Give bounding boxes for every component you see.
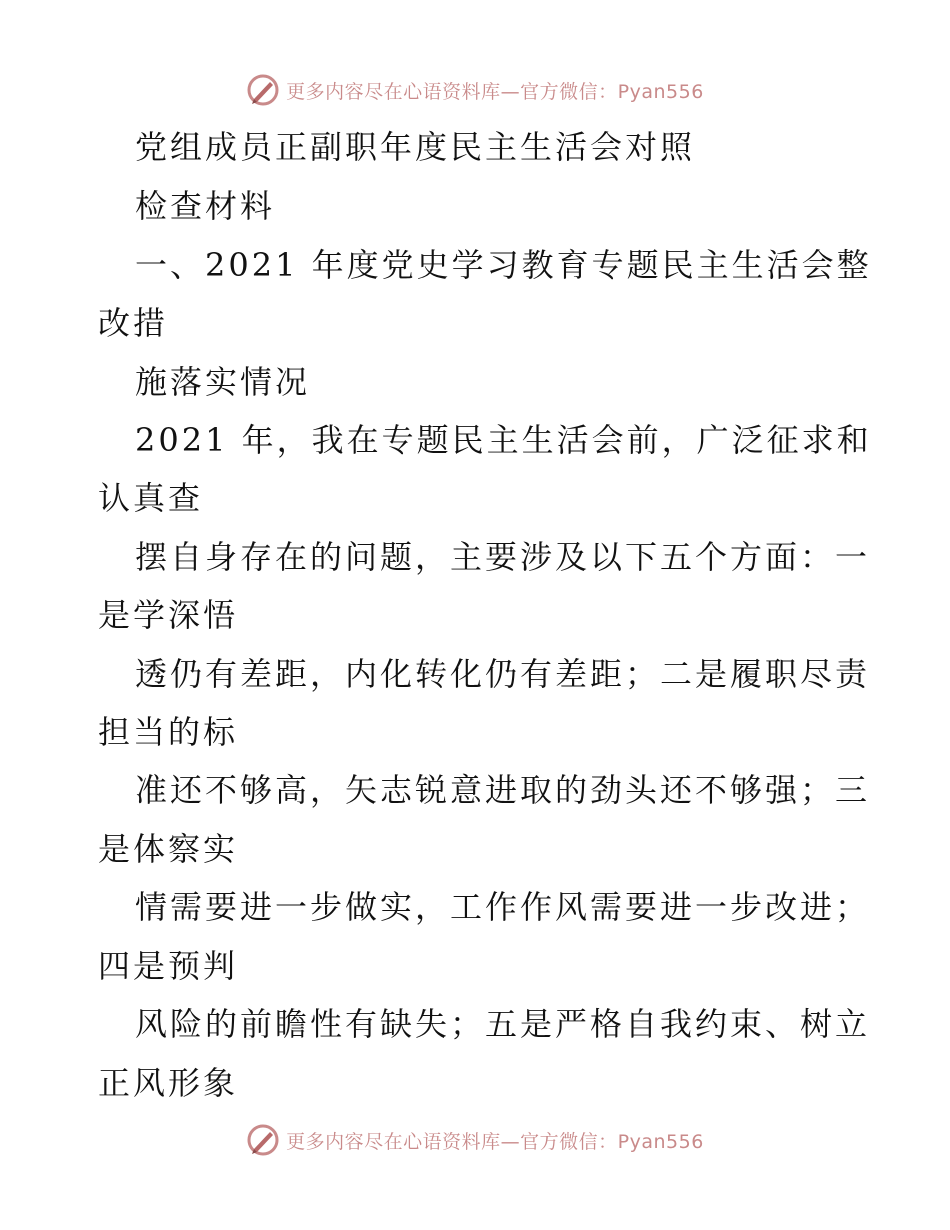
pen-logo-icon bbox=[246, 1123, 280, 1157]
heading-line-2: 改措 bbox=[98, 304, 169, 342]
heading-line-3: 施落实情况 bbox=[135, 363, 311, 401]
paragraph-line: 摆自身存在的问题，主要涉及以下五个方面：一 bbox=[135, 538, 871, 576]
paragraph-line: 四是预判 bbox=[98, 947, 239, 985]
paragraph-line: 是体察实 bbox=[98, 830, 239, 868]
footer-watermark bbox=[0, 1120, 950, 1160]
paragraph-line: 情需要进一步做实，工作作风需要进一步改进； bbox=[135, 888, 871, 926]
paragraph-line: 担当的标 bbox=[98, 713, 239, 751]
pen-logo-icon bbox=[246, 73, 280, 107]
header-watermark bbox=[0, 70, 950, 110]
paragraph-line: 正风形象 bbox=[98, 1064, 239, 1102]
watermark-text: 更多内容尽在心语资料库—官方微信：Pyan556 bbox=[286, 80, 704, 103]
paragraph-line: 准还不够高，矢志锐意进取的劲头还不够强；三 bbox=[135, 771, 871, 809]
title-line-2: 检查材料 bbox=[135, 187, 276, 225]
watermark-text: 更多内容尽在心语资料库—官方微信：Pyan556 bbox=[286, 1130, 704, 1153]
paragraph-line: 透仍有差距，内化转化仍有差距；二是履职尽责 bbox=[135, 655, 871, 693]
paragraph-line: 风险的前瞻性有缺失；五是严格自我约束、树立 bbox=[135, 1005, 871, 1043]
paragraph-line: 2021 年，我在专题民主生活会前，广泛征求和 bbox=[135, 421, 872, 459]
paragraph-line: 是学深悟 bbox=[98, 596, 239, 634]
paragraph-line: 认真查 bbox=[98, 479, 204, 517]
title-line-1: 党组成员正副职年度民主生活会对照 bbox=[135, 128, 696, 166]
heading-line-1: 一、2021 年度党史学习教育专题民主生活会整 bbox=[135, 246, 872, 284]
